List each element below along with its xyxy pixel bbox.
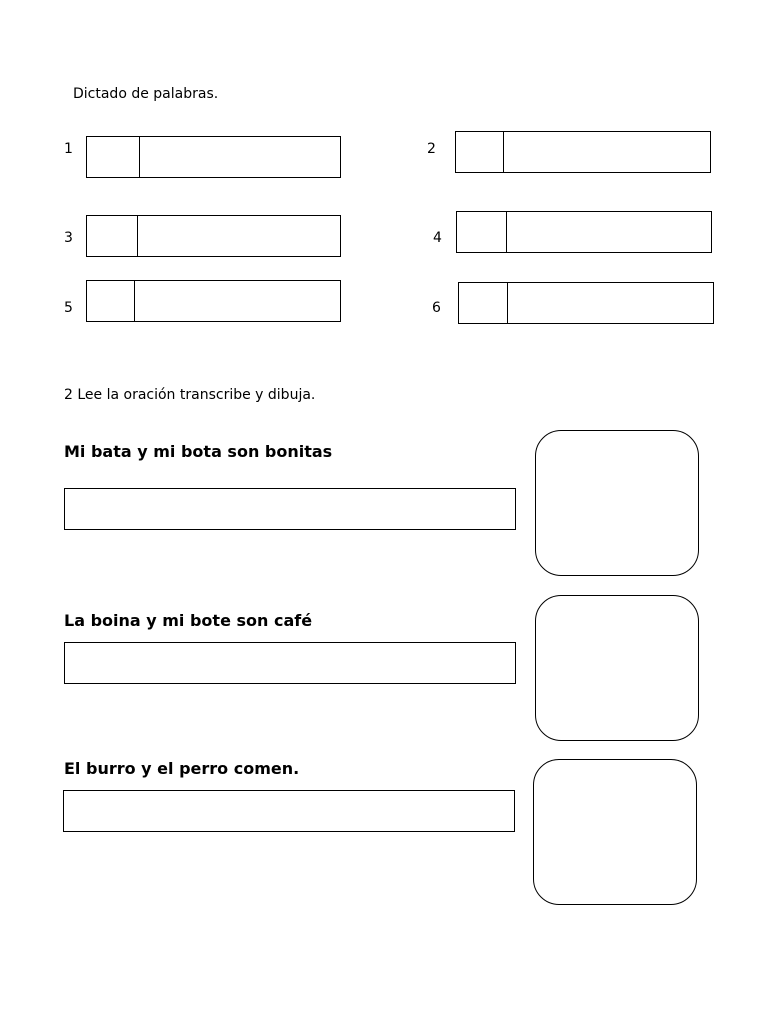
dictation-number-4: 4 — [433, 230, 442, 246]
dictation-number-1: 1 — [64, 141, 73, 157]
transcription-box-2[interactable] — [64, 642, 516, 684]
dictation-answer-box-4[interactable] — [456, 211, 712, 253]
transcribe-instruction: 2 Lee la oración transcribe y dibuja. — [64, 387, 316, 403]
dictation-instruction: Dictado de palabras. — [73, 86, 219, 102]
drawing-box-3[interactable] — [533, 759, 697, 905]
dictation-answer-box-3[interactable] — [86, 215, 341, 257]
dictation-box-divider — [137, 216, 138, 256]
drawing-box-1[interactable] — [535, 430, 699, 576]
transcription-box-1[interactable] — [64, 488, 516, 530]
dictation-number-3: 3 — [64, 230, 73, 246]
dictation-box-divider — [506, 212, 507, 252]
sentence-1: Mi bata y mi bota son bonitas — [64, 442, 333, 461]
dictation-box-divider — [503, 132, 504, 172]
transcription-box-3[interactable] — [63, 790, 515, 832]
dictation-box-divider — [507, 283, 508, 323]
dictation-box-divider — [134, 281, 135, 321]
drawing-box-2[interactable] — [535, 595, 699, 741]
dictation-answer-box-1[interactable] — [86, 136, 341, 178]
dictation-number-2: 2 — [427, 141, 436, 157]
sentence-2: La boina y mi bote son café — [64, 611, 313, 630]
dictation-answer-box-2[interactable] — [455, 131, 711, 173]
dictation-answer-box-5[interactable] — [86, 280, 341, 322]
dictation-number-5: 5 — [64, 300, 73, 316]
dictation-answer-box-6[interactable] — [458, 282, 714, 324]
sentence-3: El burro y el perro comen. — [64, 759, 300, 778]
dictation-box-divider — [139, 137, 140, 177]
dictation-number-6: 6 — [432, 300, 441, 316]
